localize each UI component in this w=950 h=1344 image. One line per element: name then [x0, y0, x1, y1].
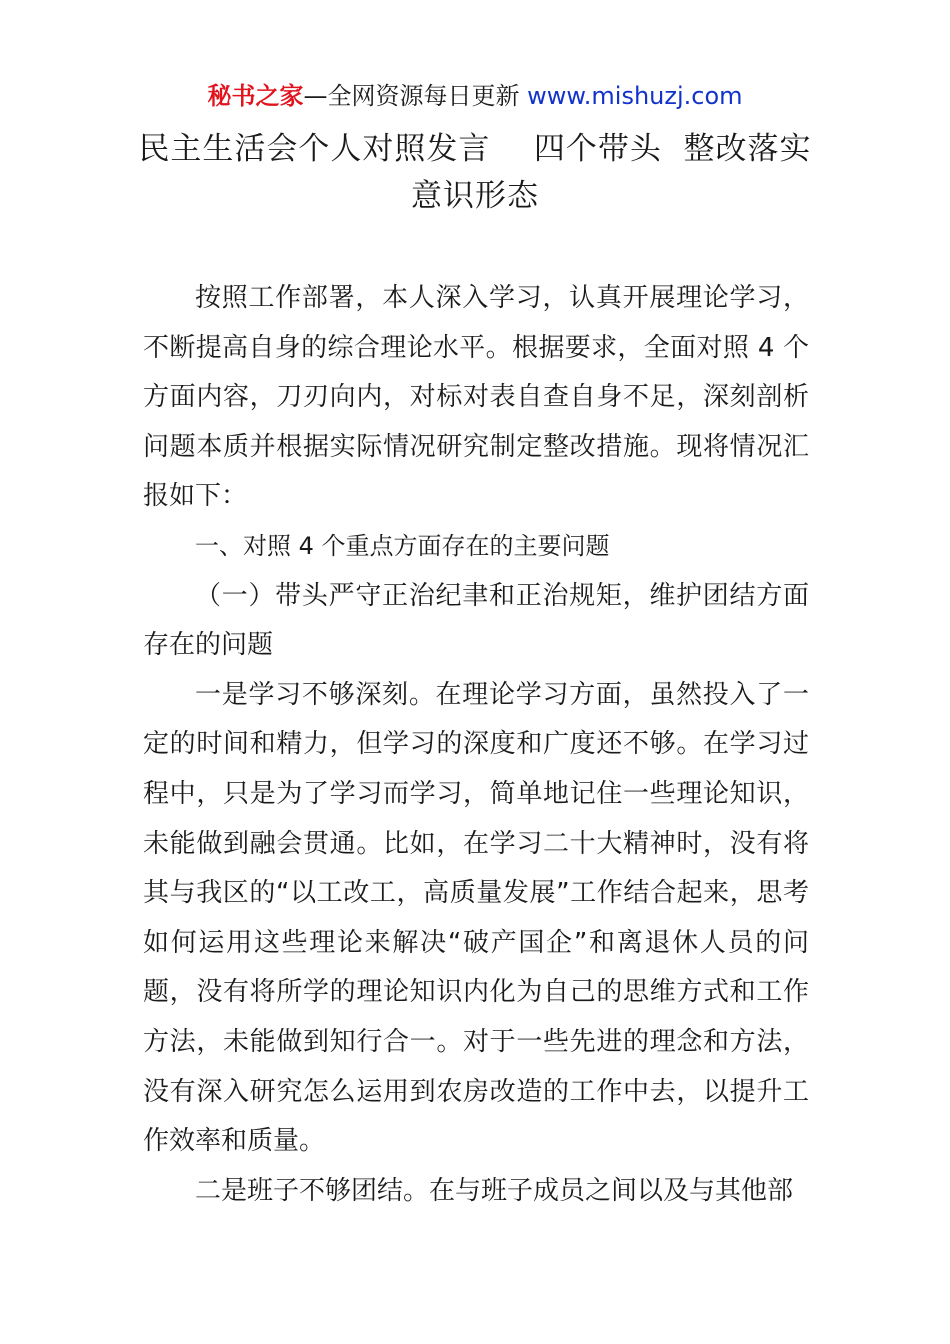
title-line-2: 意识形态 [411, 178, 539, 214]
body-paragraph-1: 一是学习不够深刻。在理论学习方面，虽然投入了一定的时间和精力，但学习的深度和广度还不够。在学习过程中，只是为了学习而学习，简单地记住一些理论知识，未能做到融会贯通。比如，在学习二十大精神时，没有将其与我区的“以工改工，高质量发展”工作结合起来，思考如何运用这些理论来解决“破产国企”和离退休人员的问题，没有将所学的理论知识内化为自己的思维方式和工作方法，未能做到知行合一。对于一些先进的理念和方法，没有深入研究怎么运用到农房改造的工作中去，以提升工作效率和质量。 [143, 679, 809, 1157]
title-line-1: 民主生活会个人对照发言 四个带头 整改落实 [138, 131, 812, 167]
intro-paragraph: 按照工作部署，本人深入学习，认真开展理论学习，不断提高自身的综合理论水平。根据要求，全面对照 4 个方面内容，刀刃向内，对标对表自查自身不足，深刻剖析问题本质并根据实际情况研究制定整改措施。现将情况汇报如下： [143, 283, 809, 512]
body-paragraph-2: 二是班子不够团结。在与班子成员之间以及与其他部 [195, 1175, 794, 1206]
banner-tagline: —全网资源每日更新 [303, 82, 528, 110]
site-banner [0, 80, 950, 112]
document-title [100, 126, 850, 220]
banner-url[interactable]: www.mishuzj.com [527, 82, 743, 110]
section-heading-1: 一、对照 4 个重点方面存在的主要问题 [195, 531, 610, 560]
subsection-heading-1: （一）带头严守正治纪聿和正治规矩，维护团结方面存在的问题 [143, 580, 809, 661]
banner-brand: 秘书之家 [207, 82, 304, 110]
document-body [143, 274, 809, 1216]
